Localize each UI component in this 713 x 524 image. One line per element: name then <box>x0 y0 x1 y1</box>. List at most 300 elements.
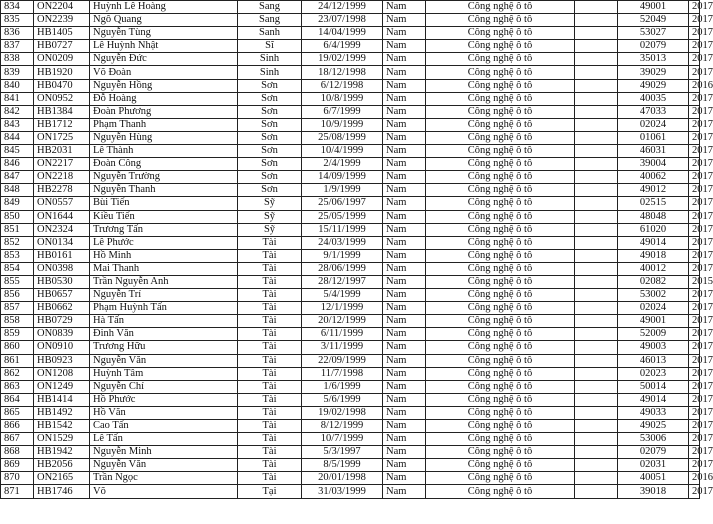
blank-cell-cell <box>575 53 618 66</box>
date-of-birth-cell: 31/03/1999 <box>302 485 383 498</box>
graduation-year-cell: 2017 <box>689 210 700 223</box>
major-cell: Công nghệ ô tô <box>426 459 575 472</box>
last-name-cell: Đoàn Công <box>90 158 238 171</box>
row-number-cell: 835 <box>1 14 34 27</box>
gender-cell: Nam <box>383 393 426 406</box>
last-name-cell: Huỳnh Tâm <box>90 367 238 380</box>
last-name-cell: Nguyễn Minh <box>90 446 238 459</box>
graduation-year-cell: 2016 <box>689 472 700 485</box>
gender-cell: Nam <box>383 472 426 485</box>
gender-cell: Nam <box>383 367 426 380</box>
gender-cell: Nam <box>383 236 426 249</box>
table-row <box>1 158 700 171</box>
last-name-cell: Đoàn Phương <box>90 105 238 118</box>
student-code-cell: HB0470 <box>34 79 90 92</box>
first-name-cell: Tài <box>238 302 302 315</box>
graduation-year-cell: 2017 <box>689 485 700 498</box>
graduation-year-cell: 2017 <box>689 92 700 105</box>
row-number-cell: 845 <box>1 145 34 158</box>
row-number-cell: 848 <box>1 184 34 197</box>
student-code-cell: HB1920 <box>34 66 90 79</box>
student-code-cell: HB0530 <box>34 275 90 288</box>
date-of-birth-cell: 14/09/1999 <box>302 171 383 184</box>
major-cell: Công nghệ ô tô <box>426 315 575 328</box>
major-cell: Công nghệ ô tô <box>426 27 575 40</box>
last-name-cell: Võ Đoàn <box>90 66 238 79</box>
gender-cell: Nam <box>383 158 426 171</box>
first-name-cell: Sĩ <box>238 40 302 53</box>
exam-code-cell: 46013 <box>618 354 689 367</box>
exam-code-cell: 40051 <box>618 472 689 485</box>
graduation-year-cell: 2017 <box>689 380 700 393</box>
exam-code-cell: 02024 <box>618 118 689 131</box>
blank-cell-cell <box>575 145 618 158</box>
date-of-birth-cell: 18/12/1998 <box>302 66 383 79</box>
last-name-cell: Nguyễn Tùng <box>90 27 238 40</box>
gender-cell: Nam <box>383 289 426 302</box>
date-of-birth-cell: 9/1/1999 <box>302 249 383 262</box>
last-name-cell: Đinh Văn <box>90 328 238 341</box>
table-row <box>1 302 700 315</box>
major-cell: Công nghệ ô tô <box>426 118 575 131</box>
first-name-cell: Tài <box>238 446 302 459</box>
gender-cell: Nam <box>383 14 426 27</box>
row-number-cell: 842 <box>1 105 34 118</box>
table-row <box>1 197 700 210</box>
first-name-cell: Tài <box>238 289 302 302</box>
exam-code-cell: 47033 <box>618 105 689 118</box>
student-code-cell: ON1529 <box>34 433 90 446</box>
major-cell: Công nghệ ô tô <box>426 158 575 171</box>
student-code-cell: ON2239 <box>34 14 90 27</box>
row-number-cell: 858 <box>1 315 34 328</box>
blank-cell-cell <box>575 92 618 105</box>
date-of-birth-cell: 28/12/1997 <box>302 275 383 288</box>
row-number-cell: 843 <box>1 118 34 131</box>
exam-code-cell: 53002 <box>618 289 689 302</box>
row-number-cell: 865 <box>1 406 34 419</box>
row-number-cell: 860 <box>1 341 34 354</box>
blank-cell-cell <box>575 367 618 380</box>
table-row <box>1 485 700 498</box>
graduation-year-cell: 2017 <box>689 14 700 27</box>
date-of-birth-cell: 10/4/1999 <box>302 145 383 158</box>
student-code-cell: ON0557 <box>34 197 90 210</box>
row-number-cell: 859 <box>1 328 34 341</box>
exam-code-cell: 53027 <box>618 27 689 40</box>
student-code-cell: HB1942 <box>34 446 90 459</box>
row-number-cell: 834 <box>1 1 34 14</box>
date-of-birth-cell: 12/1/1999 <box>302 302 383 315</box>
major-cell: Công nghệ ô tô <box>426 66 575 79</box>
table-row <box>1 354 700 367</box>
major-cell: Công nghệ ô tô <box>426 79 575 92</box>
table-row <box>1 275 700 288</box>
major-cell: Công nghệ ô tô <box>426 236 575 249</box>
table-row <box>1 184 700 197</box>
graduation-year-cell: 2017 <box>689 1 700 14</box>
last-name-cell: Trương Tấn <box>90 223 238 236</box>
student-code-cell: HB2056 <box>34 459 90 472</box>
gender-cell: Nam <box>383 53 426 66</box>
exam-code-cell: 49001 <box>618 315 689 328</box>
table-row <box>1 14 700 27</box>
first-name-cell: Tài <box>238 420 302 433</box>
date-of-birth-cell: 22/09/1999 <box>302 354 383 367</box>
gender-cell: Nam <box>383 262 426 275</box>
table-row <box>1 446 700 459</box>
table-row <box>1 420 700 433</box>
row-number-cell: 861 <box>1 354 34 367</box>
exam-code-cell: 02031 <box>618 459 689 472</box>
row-number-cell: 836 <box>1 27 34 40</box>
student-code-cell: HB1712 <box>34 118 90 131</box>
graduation-year-cell: 2017 <box>689 354 700 367</box>
date-of-birth-cell: 20/12/1999 <box>302 315 383 328</box>
gender-cell: Nam <box>383 210 426 223</box>
last-name-cell: Lê Huỳnh Nhật <box>90 40 238 53</box>
student-code-cell: HB0161 <box>34 249 90 262</box>
first-name-cell: Sơn <box>238 145 302 158</box>
exam-code-cell: 02079 <box>618 40 689 53</box>
student-code-cell: ON2217 <box>34 158 90 171</box>
student-code-cell: ON1644 <box>34 210 90 223</box>
student-code-cell: HB1384 <box>34 105 90 118</box>
student-code-cell: ON1208 <box>34 367 90 380</box>
date-of-birth-cell: 6/11/1999 <box>302 328 383 341</box>
first-name-cell: Sinh <box>238 53 302 66</box>
graduation-year-cell: 2017 <box>689 131 700 144</box>
first-name-cell: Sơn <box>238 184 302 197</box>
last-name-cell: Cao Tấn <box>90 420 238 433</box>
major-cell: Công nghệ ô tô <box>426 184 575 197</box>
row-number-cell: 838 <box>1 53 34 66</box>
student-code-cell: HB0729 <box>34 315 90 328</box>
first-name-cell: Sinh <box>238 66 302 79</box>
exam-code-cell: 49025 <box>618 420 689 433</box>
table-row <box>1 406 700 419</box>
row-number-cell: 868 <box>1 446 34 459</box>
date-of-birth-cell: 3/11/1999 <box>302 341 383 354</box>
blank-cell-cell <box>575 171 618 184</box>
student-code-cell: ON2204 <box>34 1 90 14</box>
first-name-cell: Tài <box>238 459 302 472</box>
table-row <box>1 380 700 393</box>
graduation-year-cell: 2017 <box>689 302 700 315</box>
graduation-year-cell: 2017 <box>689 184 700 197</box>
exam-code-cell: 02082 <box>618 275 689 288</box>
blank-cell-cell <box>575 459 618 472</box>
row-number-cell: 866 <box>1 420 34 433</box>
blank-cell-cell <box>575 40 618 53</box>
last-name-cell: Lê Thành <box>90 145 238 158</box>
last-name-cell: Nguyễn Chí <box>90 380 238 393</box>
date-of-birth-cell: 25/05/1999 <box>302 210 383 223</box>
last-name-cell: Phạm Thanh <box>90 118 238 131</box>
graduation-year-cell: 2017 <box>689 406 700 419</box>
exam-code-cell: 02024 <box>618 302 689 315</box>
table-row <box>1 145 700 158</box>
row-number-cell: 870 <box>1 472 34 485</box>
last-name-cell: Kiều Tiến <box>90 210 238 223</box>
blank-cell-cell <box>575 1 618 14</box>
student-code-cell: HB1542 <box>34 420 90 433</box>
student-code-cell: HB0923 <box>34 354 90 367</box>
gender-cell: Nam <box>383 197 426 210</box>
first-name-cell: Tài <box>238 393 302 406</box>
student-code-cell: ON2165 <box>34 472 90 485</box>
blank-cell-cell <box>575 131 618 144</box>
student-code-cell: HB0727 <box>34 40 90 53</box>
graduation-year-cell: 2017 <box>689 27 700 40</box>
row-number-cell: 849 <box>1 197 34 210</box>
graduation-year-cell: 2017 <box>689 145 700 158</box>
table-row <box>1 92 700 105</box>
student-code-cell: ON0209 <box>34 53 90 66</box>
last-name-cell: Nguyễn Đức <box>90 53 238 66</box>
table-row <box>1 79 700 92</box>
last-name-cell: Nguyễn Hồng <box>90 79 238 92</box>
table-row <box>1 105 700 118</box>
blank-cell-cell <box>575 446 618 459</box>
major-cell: Công nghệ ô tô <box>426 40 575 53</box>
graduation-year-cell: 2017 <box>689 433 700 446</box>
student-code-cell: ON2218 <box>34 171 90 184</box>
major-cell: Công nghệ ô tô <box>426 223 575 236</box>
exam-code-cell: 40062 <box>618 171 689 184</box>
major-cell: Công nghệ ô tô <box>426 197 575 210</box>
blank-cell-cell <box>575 66 618 79</box>
major-cell: Công nghệ ô tô <box>426 472 575 485</box>
exam-code-cell: 48048 <box>618 210 689 223</box>
first-name-cell: Tài <box>238 315 302 328</box>
major-cell: Công nghệ ô tô <box>426 249 575 262</box>
table-row <box>1 53 700 66</box>
date-of-birth-cell: 10/9/1999 <box>302 118 383 131</box>
major-cell: Công nghệ ô tô <box>426 341 575 354</box>
exam-code-cell: 49003 <box>618 341 689 354</box>
gender-cell: Nam <box>383 131 426 144</box>
exam-code-cell: 02079 <box>618 446 689 459</box>
table-row <box>1 262 700 275</box>
exam-code-cell: 02023 <box>618 367 689 380</box>
major-cell: Công nghệ ô tô <box>426 131 575 144</box>
table-body <box>1 1 713 499</box>
exam-code-cell: 52009 <box>618 328 689 341</box>
row-number-cell: 871 <box>1 485 34 498</box>
exam-code-cell: 49014 <box>618 236 689 249</box>
blank-cell-cell <box>575 105 618 118</box>
date-of-birth-cell: 6/4/1999 <box>302 40 383 53</box>
table-row <box>1 328 700 341</box>
last-name-cell: Hồ Văn <box>90 406 238 419</box>
date-of-birth-cell: 15/11/1999 <box>302 223 383 236</box>
major-cell: Công nghệ ô tô <box>426 393 575 406</box>
first-name-cell: Sơn <box>238 92 302 105</box>
major-cell: Công nghệ ô tô <box>426 302 575 315</box>
row-number-cell: 856 <box>1 289 34 302</box>
row-number-cell: 864 <box>1 393 34 406</box>
first-name-cell: Tài <box>238 341 302 354</box>
first-name-cell: Tài <box>238 472 302 485</box>
date-of-birth-cell: 8/12/1999 <box>302 420 383 433</box>
gender-cell: Nam <box>383 184 426 197</box>
row-number-cell: 857 <box>1 302 34 315</box>
blank-cell-cell <box>575 14 618 27</box>
date-of-birth-cell: 1/9/1999 <box>302 184 383 197</box>
exam-code-cell: 53006 <box>618 433 689 446</box>
date-of-birth-cell: 25/08/1999 <box>302 131 383 144</box>
graduation-year-cell: 2017 <box>689 420 700 433</box>
date-of-birth-cell: 24/12/1999 <box>302 1 383 14</box>
date-of-birth-cell: 14/04/1999 <box>302 27 383 40</box>
row-number-cell: 840 <box>1 79 34 92</box>
row-number-cell: 851 <box>1 223 34 236</box>
blank-cell-cell <box>575 380 618 393</box>
blank-cell-cell <box>575 158 618 171</box>
blank-cell-cell <box>575 197 618 210</box>
row-number-cell: 862 <box>1 367 34 380</box>
gender-cell: Nam <box>383 302 426 315</box>
blank-cell-cell <box>575 184 618 197</box>
blank-cell-cell <box>575 406 618 419</box>
date-of-birth-cell: 1/6/1999 <box>302 380 383 393</box>
gender-cell: Nam <box>383 380 426 393</box>
row-number-cell: 854 <box>1 262 34 275</box>
graduation-year-cell: 2017 <box>689 289 700 302</box>
table-row <box>1 118 700 131</box>
last-name-cell: Nguyễn Văn <box>90 459 238 472</box>
major-cell: Công nghệ ô tô <box>426 328 575 341</box>
blank-cell-cell <box>575 302 618 315</box>
graduation-year-cell: 2017 <box>689 262 700 275</box>
last-name-cell: Lê Phước <box>90 236 238 249</box>
last-name-cell: Trương Hữu <box>90 341 238 354</box>
student-code-cell: ON0134 <box>34 236 90 249</box>
blank-cell-cell <box>575 472 618 485</box>
graduation-year-cell: 2017 <box>689 249 700 262</box>
last-name-cell: Đỗ Hoàng <box>90 92 238 105</box>
gender-cell: Nam <box>383 223 426 236</box>
major-cell: Công nghệ ô tô <box>426 171 575 184</box>
last-name-cell: Nguyễn Hùng <box>90 131 238 144</box>
table-row <box>1 459 700 472</box>
blank-cell-cell <box>575 289 618 302</box>
row-number-cell: 863 <box>1 380 34 393</box>
graduation-year-cell: 2017 <box>689 393 700 406</box>
date-of-birth-cell: 5/6/1999 <box>302 393 383 406</box>
date-of-birth-cell: 19/02/1998 <box>302 406 383 419</box>
major-cell: Công nghệ ô tô <box>426 446 575 459</box>
last-name-cell: Phạm Huỳnh Tấn <box>90 302 238 315</box>
exam-code-cell: 39029 <box>618 66 689 79</box>
date-of-birth-cell: 28/06/1999 <box>302 262 383 275</box>
gender-cell: Nam <box>383 171 426 184</box>
table-row <box>1 367 700 380</box>
student-code-cell: HB0657 <box>34 289 90 302</box>
student-code-cell: HB2278 <box>34 184 90 197</box>
first-name-cell: Tài <box>238 354 302 367</box>
major-cell: Công nghệ ô tô <box>426 1 575 14</box>
major-cell: Công nghệ ô tô <box>426 14 575 27</box>
graduation-year-cell: 2017 <box>689 459 700 472</box>
first-name-cell: Sang <box>238 14 302 27</box>
first-name-cell: Tài <box>238 262 302 275</box>
gender-cell: Nam <box>383 27 426 40</box>
major-cell: Công nghệ ô tô <box>426 53 575 66</box>
student-code-cell: ON1249 <box>34 380 90 393</box>
first-name-cell: Tài <box>238 275 302 288</box>
first-name-cell: Sỹ <box>238 197 302 210</box>
date-of-birth-cell: 10/8/1999 <box>302 92 383 105</box>
gender-cell: Nam <box>383 459 426 472</box>
blank-cell-cell <box>575 249 618 262</box>
first-name-cell: Sang <box>238 1 302 14</box>
major-cell: Công nghệ ô tô <box>426 262 575 275</box>
major-cell: Công nghệ ô tô <box>426 275 575 288</box>
gender-cell: Nam <box>383 420 426 433</box>
student-code-cell: ON2324 <box>34 223 90 236</box>
date-of-birth-cell: 10/7/1999 <box>302 433 383 446</box>
table-row <box>1 433 700 446</box>
blank-cell-cell <box>575 79 618 92</box>
blank-cell-cell <box>575 393 618 406</box>
major-cell: Công nghệ ô tô <box>426 354 575 367</box>
last-name-cell: Hồ Phước <box>90 393 238 406</box>
student-code-cell: HB1405 <box>34 27 90 40</box>
graduation-year-cell: 2017 <box>689 118 700 131</box>
date-of-birth-cell: 25/06/1997 <box>302 197 383 210</box>
row-number-cell: 844 <box>1 131 34 144</box>
row-number-cell: 837 <box>1 40 34 53</box>
gender-cell: Nam <box>383 1 426 14</box>
exam-code-cell: 49014 <box>618 393 689 406</box>
blank-cell-cell <box>575 210 618 223</box>
table-row <box>1 236 700 249</box>
graduation-year-cell: 2017 <box>689 197 700 210</box>
row-number-cell: 852 <box>1 236 34 249</box>
graduation-year-cell: 2017 <box>689 446 700 459</box>
student-code-cell: ON0952 <box>34 92 90 105</box>
student-code-cell: HB1414 <box>34 393 90 406</box>
exam-code-cell: 01061 <box>618 131 689 144</box>
blank-cell-cell <box>575 236 618 249</box>
blank-cell-cell <box>575 262 618 275</box>
graduation-year-cell: 2017 <box>689 40 700 53</box>
first-name-cell: Tài <box>238 328 302 341</box>
last-name-cell: Mai Thanh <box>90 262 238 275</box>
blank-cell-cell <box>575 223 618 236</box>
graduation-year-cell: 2017 <box>689 367 700 380</box>
blank-cell-cell <box>575 118 618 131</box>
major-cell: Công nghệ ô tô <box>426 420 575 433</box>
table-row <box>1 1 700 14</box>
exam-code-cell: 39018 <box>618 485 689 498</box>
major-cell: Công nghệ ô tô <box>426 485 575 498</box>
table-row <box>1 289 700 302</box>
gender-cell: Nam <box>383 433 426 446</box>
major-cell: Công nghệ ô tô <box>426 380 575 393</box>
gender-cell: Nam <box>383 79 426 92</box>
table-row <box>1 40 700 53</box>
date-of-birth-cell: 20/01/1998 <box>302 472 383 485</box>
table-row <box>1 315 700 328</box>
first-name-cell: Sanh <box>238 27 302 40</box>
graduation-year-cell: 2017 <box>689 223 700 236</box>
last-name-cell: Nguyễn Văn <box>90 354 238 367</box>
first-name-cell: Sơn <box>238 171 302 184</box>
blank-cell-cell <box>575 433 618 446</box>
